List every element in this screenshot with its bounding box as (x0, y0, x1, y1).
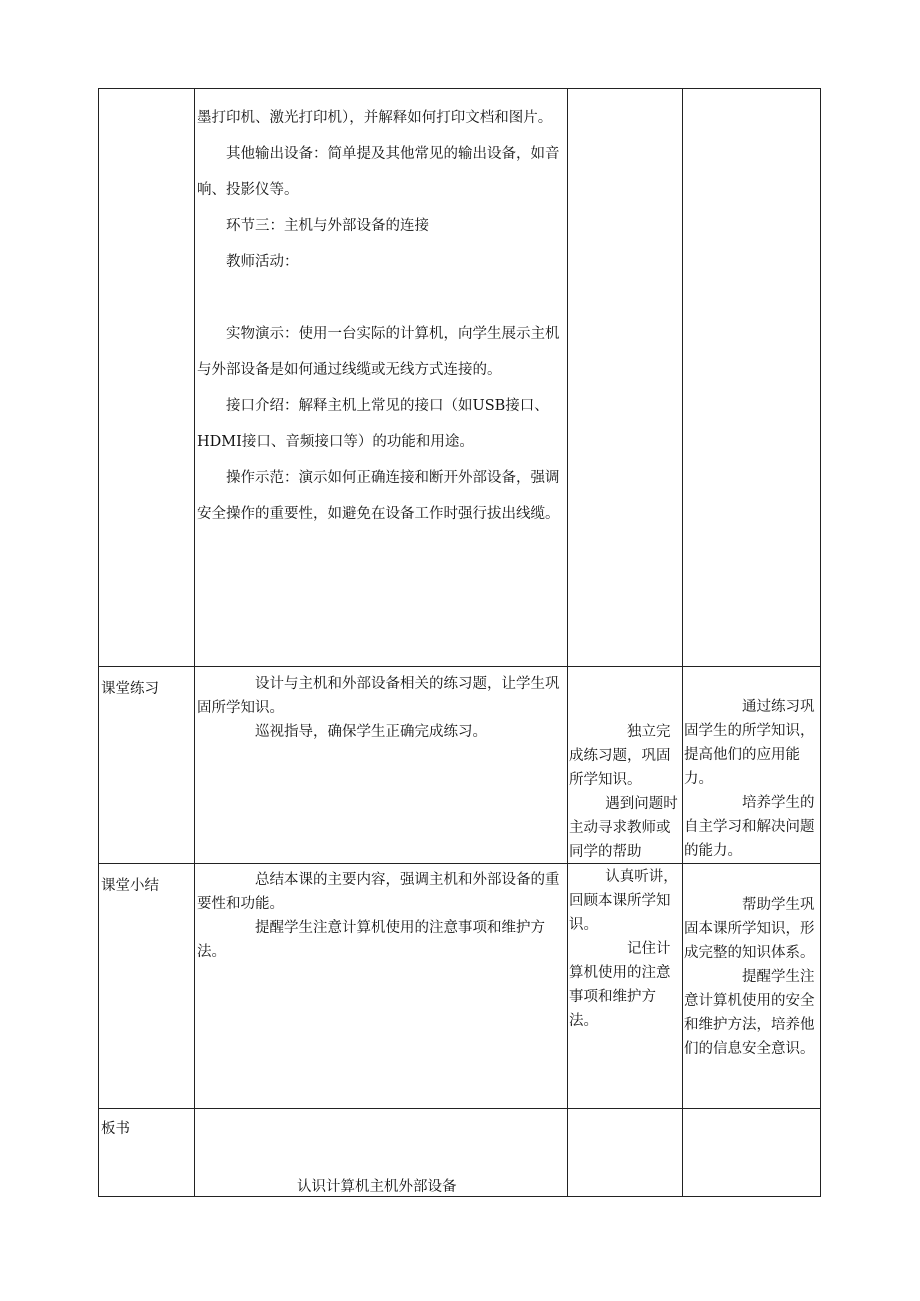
content-paragraph: 墨打印机、激光打印机），并解释如何打印文档和图片。 (197, 110, 553, 126)
column-divider-1 (194, 88, 195, 1197)
practice-student-cell (569, 720, 681, 864)
board-content: 认识计算机主机外部设备 (297, 1179, 457, 1195)
content-paragraph: 总结本课的主要内容，强调主机和外部设备的重要性和功能。 (197, 872, 560, 912)
content-paragraph: 认真听讲，回顾本课所学知识。 (569, 869, 678, 933)
practice-teacher-cell (197, 672, 563, 744)
teacher-activity-heading: 教师活动： (226, 254, 299, 270)
content-paragraph: 实物演示：使用一台实际的计算机，向学生展示主机与外部设备是如何通过线缆或无线方式连接的。 (197, 326, 560, 378)
content-paragraph: 操作示范：演示如何正确连接和断开外部设备，强调安全操作的重要性，如避免在设备工作时强行拔出线缆。 (197, 470, 560, 522)
content-paragraph: 遇到问题时主动寻求教师或同学的帮助 (569, 796, 678, 860)
content-paragraph: 记住计算机使用的注意事项和维护方法。 (569, 941, 671, 1029)
content-paragraph: 独立完成练习题，巩固所学知识。 (569, 724, 671, 788)
section-heading: 环节三：主机与外部设备的连接 (226, 218, 429, 234)
summary-intent-cell (684, 893, 819, 1061)
table-left-border (98, 88, 99, 1197)
teaching-content-cell (197, 100, 566, 532)
content-paragraph: 培养学生的自主学习和解决问题的能力。 (684, 795, 815, 859)
row-divider-board (98, 1108, 821, 1109)
table-right-border (820, 88, 821, 1197)
content-paragraph: 设计与主机和外部设备相关的练习题，让学生巩固所学知识。 (197, 676, 560, 716)
practice-intent-cell (684, 695, 819, 863)
content-paragraph: 其他输出设备：简单提及其他常见的输出设备，如音响、投影仪等。 (197, 146, 560, 198)
content-paragraph: 通过练习巩固学生的所学知识，提高他们的应用能力。 (684, 699, 815, 787)
row-label-practice: 课堂练习 (101, 681, 159, 697)
row-divider-practice (98, 666, 821, 667)
content-paragraph: 巡视指导，确保学生正确完成练习。 (255, 724, 487, 740)
content-paragraph: 接口介绍：解释主机上常见的接口（如USB接口、HDMI接口、音频接口等）的功能和用途。 (197, 398, 549, 450)
summary-student-cell (569, 865, 683, 1033)
summary-teacher-cell (197, 868, 563, 964)
column-divider-2 (567, 88, 568, 1197)
table-top-border (98, 88, 821, 89)
content-paragraph: 提醒学生注意计算机使用的注意事项和维护方法。 (197, 920, 545, 960)
table-bottom-border (98, 1196, 821, 1197)
content-paragraph: 提醒学生注意计算机使用的安全和维护方法，培养他们的信息安全意识。 (684, 969, 815, 1057)
row-divider-summary (98, 863, 821, 864)
row-label-summary: 课堂小结 (101, 878, 159, 894)
content-paragraph: 帮助学生巩固本课所学知识，形成完整的知识体系。 (684, 897, 815, 961)
row-label-board: 板书 (101, 1121, 130, 1137)
